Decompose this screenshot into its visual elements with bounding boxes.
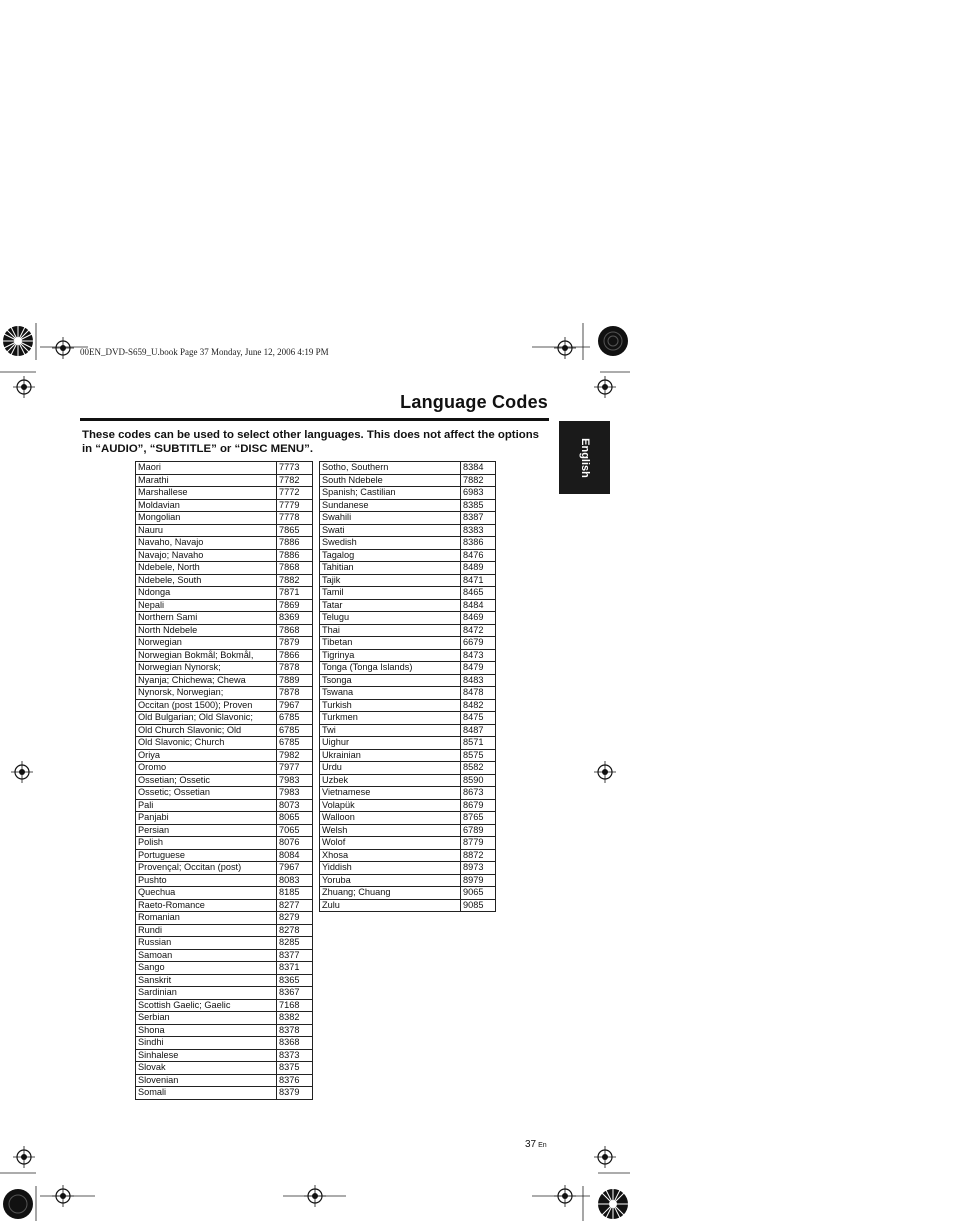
language-name-cell: Xhosa xyxy=(320,849,461,862)
language-code-cell: 8679 xyxy=(461,799,496,812)
language-code-cell: 6785 xyxy=(277,724,313,737)
language-code-cell: 8673 xyxy=(461,787,496,800)
table-row xyxy=(136,487,313,500)
table-row xyxy=(136,849,313,862)
language-code-cell: 8377 xyxy=(277,949,313,962)
table-row xyxy=(320,712,496,725)
language-code-cell: 7882 xyxy=(277,574,313,587)
table-row xyxy=(320,474,496,487)
table-row xyxy=(136,1012,313,1025)
table-row xyxy=(320,687,496,700)
language-code-cell: 6785 xyxy=(277,712,313,725)
language-code-cell: 7773 xyxy=(277,462,313,475)
table-row xyxy=(136,962,313,975)
language-name-cell: Uzbek xyxy=(320,774,461,787)
language-name-cell: Tsonga xyxy=(320,674,461,687)
registration-crosshair-icon xyxy=(13,1146,35,1168)
language-name-cell: Ndebele, North xyxy=(136,562,277,575)
language-name-cell: Tamil xyxy=(320,587,461,600)
language-code-cell: 8383 xyxy=(461,524,496,537)
language-name-cell: Telugu xyxy=(320,612,461,625)
table-row xyxy=(136,637,313,650)
language-name-cell: Old Bulgarian; Old Slavonic; xyxy=(136,712,277,725)
table-row xyxy=(136,574,313,587)
language-code-cell: 6785 xyxy=(277,737,313,750)
table-row xyxy=(320,662,496,675)
language-code-cell: 8365 xyxy=(277,974,313,987)
table-row xyxy=(136,462,313,475)
language-name-cell: Tajik xyxy=(320,574,461,587)
language-code-cell: 8368 xyxy=(277,1037,313,1050)
table-row xyxy=(136,787,313,800)
table-row xyxy=(320,562,496,575)
language-name-cell: Romanian xyxy=(136,912,277,925)
language-name-cell: North Ndebele xyxy=(136,624,277,637)
table-row xyxy=(136,1024,313,1037)
language-name-cell: Sango xyxy=(136,962,277,975)
language-name-cell: Slovenian xyxy=(136,1074,277,1087)
registration-crosshair-icon xyxy=(52,1185,74,1207)
table-row xyxy=(136,699,313,712)
language-code-cell: 8277 xyxy=(277,899,313,912)
language-code-cell: 7869 xyxy=(277,599,313,612)
language-code-cell: 7065 xyxy=(277,824,313,837)
language-code-cell: 7772 xyxy=(277,487,313,500)
table-row xyxy=(136,774,313,787)
language-name-cell: Tahitian xyxy=(320,562,461,575)
language-code-cell: 8582 xyxy=(461,762,496,775)
table-row xyxy=(320,762,496,775)
table-row xyxy=(136,474,313,487)
table-row xyxy=(136,712,313,725)
language-name-cell: Swahili xyxy=(320,512,461,525)
language-name-cell: Urdu xyxy=(320,762,461,775)
language-name-cell: Walloon xyxy=(320,812,461,825)
color-bar-wheel-icon xyxy=(1,324,35,358)
table-row xyxy=(136,812,313,825)
language-name-cell: Moldavian xyxy=(136,499,277,512)
language-name-cell: Persian xyxy=(136,824,277,837)
table-row xyxy=(136,549,313,562)
language-code-cell: 8386 xyxy=(461,537,496,550)
table-row xyxy=(136,1087,313,1100)
table-row xyxy=(320,824,496,837)
language-code-cell: 9085 xyxy=(461,899,496,912)
language-name-cell: Slovak xyxy=(136,1062,277,1075)
language-name-cell: Shona xyxy=(136,1024,277,1037)
table-row xyxy=(320,749,496,762)
table-row xyxy=(320,774,496,787)
language-name-cell: Vietnamese xyxy=(320,787,461,800)
language-code-cell: 7871 xyxy=(277,587,313,600)
language-code-cell: 7983 xyxy=(277,774,313,787)
language-codes-table-right xyxy=(319,461,496,912)
language-name-cell: Serbian xyxy=(136,1012,277,1025)
language-code-cell: 8765 xyxy=(461,812,496,825)
language-code-cell: 7879 xyxy=(277,637,313,650)
table-row xyxy=(136,899,313,912)
language-name-cell: Ossetic; Ossetian xyxy=(136,787,277,800)
language-name-cell: Tonga (Tonga Islands) xyxy=(320,662,461,675)
table-row xyxy=(136,687,313,700)
table-row xyxy=(320,674,496,687)
table-row xyxy=(320,737,496,750)
table-row xyxy=(136,887,313,900)
table-row xyxy=(320,787,496,800)
language-code-cell: 8373 xyxy=(277,1049,313,1062)
language-name-cell: Samoan xyxy=(136,949,277,962)
table-row xyxy=(320,537,496,550)
language-name-cell: Marshallese xyxy=(136,487,277,500)
language-name-cell: Maori xyxy=(136,462,277,475)
language-name-cell: Volapük xyxy=(320,799,461,812)
language-code-cell: 8590 xyxy=(461,774,496,787)
language-code-cell: 8472 xyxy=(461,624,496,637)
language-name-cell: Nyanja; Chichewa; Chewa xyxy=(136,674,277,687)
table-row xyxy=(136,537,313,550)
language-name-cell: Navajo; Navaho xyxy=(136,549,277,562)
table-row xyxy=(320,612,496,625)
language-code-cell: 8379 xyxy=(277,1087,313,1100)
table-row xyxy=(136,562,313,575)
language-name-cell: Ndebele, South xyxy=(136,574,277,587)
language-code-cell: 7882 xyxy=(461,474,496,487)
language-name-cell: Portuguese xyxy=(136,849,277,862)
page-title: Language Codes xyxy=(400,392,548,412)
language-name-cell: Swati xyxy=(320,524,461,537)
table-row xyxy=(320,724,496,737)
language-side-tab xyxy=(559,421,610,494)
table-row xyxy=(136,662,313,675)
table-row xyxy=(320,637,496,650)
language-code-cell: 7982 xyxy=(277,749,313,762)
language-code-cell: 8384 xyxy=(461,462,496,475)
language-name-cell: Tswana xyxy=(320,687,461,700)
table-row xyxy=(136,924,313,937)
language-name-cell: Norwegian xyxy=(136,637,277,650)
registration-crosshair-icon xyxy=(554,1185,576,1207)
language-name-cell: Wolof xyxy=(320,837,461,850)
language-name-cell: Old Church Slavonic; Old xyxy=(136,724,277,737)
table-row xyxy=(136,1037,313,1050)
language-codes-table-left xyxy=(135,461,313,1100)
table-row xyxy=(136,749,313,762)
language-name-cell: Mongolian xyxy=(136,512,277,525)
language-code-cell: 8076 xyxy=(277,837,313,850)
language-code-cell: 6789 xyxy=(461,824,496,837)
language-code-cell: 7866 xyxy=(277,649,313,662)
language-name-cell: Russian xyxy=(136,937,277,950)
language-code-cell: 8278 xyxy=(277,924,313,937)
table-row xyxy=(320,699,496,712)
language-code-cell: 8375 xyxy=(277,1062,313,1075)
language-name-cell: Sanskrit xyxy=(136,974,277,987)
table-row xyxy=(320,624,496,637)
language-code-cell: 9065 xyxy=(461,887,496,900)
language-name-cell: Marathi xyxy=(136,474,277,487)
table-row xyxy=(136,762,313,775)
table-row xyxy=(136,724,313,737)
language-code-cell: 8478 xyxy=(461,687,496,700)
language-name-cell: South Ndebele xyxy=(320,474,461,487)
language-name-cell: Twi xyxy=(320,724,461,737)
table-row xyxy=(136,1049,313,1062)
table-row xyxy=(320,849,496,862)
language-name-cell: Sardinian xyxy=(136,987,277,1000)
language-code-cell: 7977 xyxy=(277,762,313,775)
language-name-cell: Old Slavonic; Church xyxy=(136,737,277,750)
language-code-cell: 8084 xyxy=(277,849,313,862)
page-number xyxy=(525,1139,547,1150)
language-code-cell: 8575 xyxy=(461,749,496,762)
page-number-value: 37 xyxy=(525,1139,537,1150)
language-name-cell: Norwegian Nynorsk; xyxy=(136,662,277,675)
language-name-cell: Turkish xyxy=(320,699,461,712)
registration-crosshair-icon xyxy=(304,1185,326,1207)
language-code-cell: 8779 xyxy=(461,837,496,850)
language-code-cell: 8571 xyxy=(461,737,496,750)
table-row xyxy=(136,937,313,950)
color-bar-wheel-icon xyxy=(596,1187,630,1221)
table-row xyxy=(320,837,496,850)
language-name-cell: Navaho, Navajo xyxy=(136,537,277,550)
language-code-cell: 7967 xyxy=(277,862,313,875)
table-row xyxy=(320,499,496,512)
language-code-cell: 8483 xyxy=(461,674,496,687)
language-code-cell: 8285 xyxy=(277,937,313,950)
table-row xyxy=(320,462,496,475)
table-row xyxy=(320,887,496,900)
language-name-cell: Spanish; Castilian xyxy=(320,487,461,500)
language-code-cell: 7886 xyxy=(277,537,313,550)
table-row xyxy=(136,949,313,962)
language-name-cell: Rundi xyxy=(136,924,277,937)
language-code-cell: 8073 xyxy=(277,799,313,812)
language-code-cell: 7168 xyxy=(277,999,313,1012)
language-name-cell: Pushto xyxy=(136,874,277,887)
table-row xyxy=(136,524,313,537)
color-bar-wheel-icon xyxy=(1,1187,35,1221)
language-name-cell: Somali xyxy=(136,1087,277,1100)
table-row xyxy=(136,824,313,837)
language-code-cell: 8482 xyxy=(461,699,496,712)
table-row xyxy=(320,587,496,600)
table-row xyxy=(136,512,313,525)
language-code-cell: 8378 xyxy=(277,1024,313,1037)
table-row xyxy=(136,612,313,625)
language-code-cell: 7779 xyxy=(277,499,313,512)
table-row xyxy=(136,837,313,850)
table-row xyxy=(320,599,496,612)
page-number-suffix: En xyxy=(538,1142,547,1149)
table-row xyxy=(320,799,496,812)
language-name-cell: Raeto-Romance xyxy=(136,899,277,912)
language-name-cell: Tibetan xyxy=(320,637,461,650)
language-code-cell: 8979 xyxy=(461,874,496,887)
language-code-cell: 8382 xyxy=(277,1012,313,1025)
table-row xyxy=(320,574,496,587)
table-row xyxy=(320,649,496,662)
language-name-cell: Sinhalese xyxy=(136,1049,277,1062)
language-code-cell: 8279 xyxy=(277,912,313,925)
registration-crosshair-icon xyxy=(554,337,576,359)
language-name-cell: Quechua xyxy=(136,887,277,900)
language-code-cell: 6679 xyxy=(461,637,496,650)
language-code-cell: 7782 xyxy=(277,474,313,487)
language-name-cell: Nynorsk, Norwegian; xyxy=(136,687,277,700)
language-name-cell: Swedish xyxy=(320,537,461,550)
language-code-cell: 8185 xyxy=(277,887,313,900)
table-row xyxy=(136,1062,313,1075)
language-code-cell: 8479 xyxy=(461,662,496,675)
table-row xyxy=(136,674,313,687)
language-name-cell: Ossetian; Ossetic xyxy=(136,774,277,787)
table-row xyxy=(136,599,313,612)
language-side-tab-label: English xyxy=(578,437,591,478)
table-row xyxy=(320,899,496,912)
language-code-cell: 8385 xyxy=(461,499,496,512)
table-row xyxy=(136,799,313,812)
language-name-cell: Nepali xyxy=(136,599,277,612)
table-row xyxy=(320,487,496,500)
language-code-cell: 8487 xyxy=(461,724,496,737)
language-name-cell: Yoruba xyxy=(320,874,461,887)
language-code-cell: 7778 xyxy=(277,512,313,525)
language-code-cell: 8973 xyxy=(461,862,496,875)
language-code-cell: 7983 xyxy=(277,787,313,800)
registration-crosshair-icon xyxy=(11,761,33,783)
table-row xyxy=(136,862,313,875)
language-code-cell: 8484 xyxy=(461,599,496,612)
language-code-cell: 8376 xyxy=(277,1074,313,1087)
language-code-cell: 8489 xyxy=(461,562,496,575)
table-row xyxy=(320,524,496,537)
language-name-cell: Tigrinya xyxy=(320,649,461,662)
language-code-cell: 8469 xyxy=(461,612,496,625)
color-bar-wheel-icon xyxy=(596,324,630,358)
language-code-cell: 8367 xyxy=(277,987,313,1000)
table-row xyxy=(136,912,313,925)
language-name-cell: Sotho, Southern xyxy=(320,462,461,475)
registration-crosshair-icon xyxy=(52,337,74,359)
language-name-cell: Sundanese xyxy=(320,499,461,512)
language-code-cell: 6983 xyxy=(461,487,496,500)
table-row xyxy=(320,862,496,875)
language-name-cell: Tatar xyxy=(320,599,461,612)
title-rule xyxy=(80,418,549,421)
language-code-cell: 8083 xyxy=(277,874,313,887)
language-code-cell: 8465 xyxy=(461,587,496,600)
table-row xyxy=(136,499,313,512)
language-name-cell: Oriya xyxy=(136,749,277,762)
registration-crosshair-icon xyxy=(594,376,616,398)
language-name-cell: Ukrainian xyxy=(320,749,461,762)
language-name-cell: Northern Sami xyxy=(136,612,277,625)
language-name-cell: Oromo xyxy=(136,762,277,775)
language-code-cell: 7878 xyxy=(277,687,313,700)
language-code-cell: 7868 xyxy=(277,562,313,575)
language-code-cell: 8476 xyxy=(461,549,496,562)
intro-text: These codes can be used to select other languages. This does not affect the options in “AUDIO”, “SUBTITLE” or “DISC MENU”. xyxy=(82,429,539,455)
language-name-cell: Zhuang; Chuang xyxy=(320,887,461,900)
language-name-cell: Uighur xyxy=(320,737,461,750)
language-code-cell: 7868 xyxy=(277,624,313,637)
language-name-cell: Polish xyxy=(136,837,277,850)
language-code-cell: 8471 xyxy=(461,574,496,587)
language-name-cell: Nauru xyxy=(136,524,277,537)
language-code-cell: 7878 xyxy=(277,662,313,675)
language-name-cell: Yiddish xyxy=(320,862,461,875)
language-name-cell: Tagalog xyxy=(320,549,461,562)
table-row xyxy=(320,812,496,825)
table-row xyxy=(320,549,496,562)
table-row xyxy=(136,624,313,637)
language-name-cell: Pali xyxy=(136,799,277,812)
language-name-cell: Norwegian Bokmål; Bokmål, xyxy=(136,649,277,662)
language-name-cell: Occitan (post 1500); Proven xyxy=(136,699,277,712)
language-code-cell: 7865 xyxy=(277,524,313,537)
table-row xyxy=(136,1074,313,1087)
language-name-cell: Zulu xyxy=(320,899,461,912)
language-name-cell: Ndonga xyxy=(136,587,277,600)
language-name-cell: Scottish Gaelic; Gaelic xyxy=(136,999,277,1012)
language-name-cell: Sindhi xyxy=(136,1037,277,1050)
language-name-cell: Panjabi xyxy=(136,812,277,825)
table-row xyxy=(136,999,313,1012)
language-code-cell: 7967 xyxy=(277,699,313,712)
table-row xyxy=(136,974,313,987)
file-info-header: 00EN_DVD-S659_U.book Page 37 Monday, June 12, 2006 4:19 PM xyxy=(80,347,329,357)
language-name-cell: Thai xyxy=(320,624,461,637)
registration-crosshair-icon xyxy=(594,1146,616,1168)
language-code-cell: 8473 xyxy=(461,649,496,662)
table-row xyxy=(320,512,496,525)
language-code-cell: 8387 xyxy=(461,512,496,525)
language-code-cell: 7889 xyxy=(277,674,313,687)
table-row xyxy=(320,874,496,887)
language-code-cell: 8369 xyxy=(277,612,313,625)
registration-crosshair-icon xyxy=(13,376,35,398)
language-name-cell: Turkmen xyxy=(320,712,461,725)
table-row xyxy=(136,649,313,662)
language-code-cell: 8475 xyxy=(461,712,496,725)
table-row xyxy=(136,874,313,887)
table-row xyxy=(136,987,313,1000)
language-code-cell: 8872 xyxy=(461,849,496,862)
language-code-cell: 8371 xyxy=(277,962,313,975)
language-code-cell: 8065 xyxy=(277,812,313,825)
language-name-cell: Provençal; Occitan (post) xyxy=(136,862,277,875)
language-code-cell: 7886 xyxy=(277,549,313,562)
table-row xyxy=(136,587,313,600)
registration-crosshair-icon xyxy=(594,761,616,783)
table-row xyxy=(136,737,313,750)
language-name-cell: Welsh xyxy=(320,824,461,837)
